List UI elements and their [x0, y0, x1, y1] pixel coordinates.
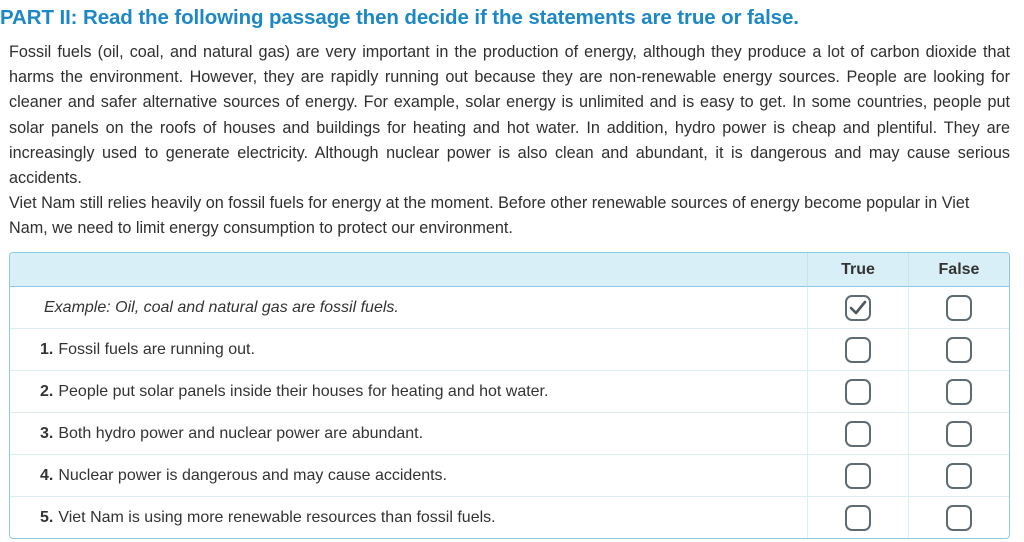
statement-text: Both hydro power and nuclear power are abundant.: [58, 424, 424, 442]
statement-3-true-checkbox[interactable]: [845, 421, 871, 447]
statement-2-false-checkbox[interactable]: [946, 379, 972, 405]
statement-2-true-cell: [808, 371, 909, 413]
statement-3: [10, 413, 808, 455]
example-false-checkbox[interactable]: [946, 295, 972, 321]
statement-1-false-checkbox[interactable]: [946, 337, 972, 363]
statement-1-false-cell: [909, 329, 1009, 371]
statement-4: [10, 455, 808, 497]
true-column-header: True: [808, 253, 909, 287]
statement-3-true-cell: [808, 413, 909, 455]
statement-5-false-checkbox[interactable]: [946, 505, 972, 531]
statement-text: Fossil fuels are running out.: [58, 340, 255, 358]
passage-paragraph-1: Fossil fuels (oil, coal, and natural gas) are very important in the production of energy, although they produce a lot of carbon dioxide that harms the environment. However, they are rapidly running out because they are non-renewable energy sources. People are looking for cleaner and safer alternative sources of energy. For example, solar energy is unlimited and is easy to get. In some countries, people put solar panels on the roofs of houses and buildings for heating and hot water. In addition, hydro power is cheap and plentiful. They are increasingly used to generate electricity. Although nuclear power is also clean and abundant, it is dangerous and may cause serious accidents.: [9, 43, 1010, 188]
statement-text: People put solar panels inside their houses for heating and hot water.: [58, 382, 549, 400]
statement-row-4: [10, 455, 1009, 497]
statement-2-true-checkbox[interactable]: [845, 379, 871, 405]
statement-row-3: [10, 413, 1009, 455]
statement-5: [10, 497, 808, 538]
statement-1-true-cell: [808, 329, 909, 371]
statement-2-false-cell: [909, 371, 1009, 413]
example-false-cell: [909, 287, 1009, 329]
statement-number: 3.: [40, 424, 54, 442]
statement-5-true-checkbox[interactable]: [845, 505, 871, 531]
true-false-table: [9, 252, 1010, 539]
statement-row-5: [10, 497, 1009, 538]
statement-row-2: [10, 371, 1009, 413]
statement-row-1: [10, 329, 1009, 371]
statement-column-header: [10, 253, 808, 287]
statement-5-false-cell: [909, 497, 1009, 538]
statement-3-false-cell: [909, 413, 1009, 455]
checkmark-icon: [849, 300, 867, 316]
false-column-header: False: [909, 253, 1009, 287]
statement-number: 4.: [40, 466, 54, 484]
statement-2: [10, 371, 808, 413]
reading-passage: [9, 40, 1010, 242]
example-row: [10, 287, 1009, 329]
statement-text: Viet Nam is using more renewable resources than fossil fuels.: [58, 508, 496, 526]
statement-number: 5.: [40, 508, 54, 526]
statement-1-true-checkbox[interactable]: [845, 337, 871, 363]
statement-4-true-checkbox[interactable]: [845, 463, 871, 489]
statement-4-false-cell: [909, 455, 1009, 497]
statement-4-false-checkbox[interactable]: [946, 463, 972, 489]
statement-5-true-cell: [808, 497, 909, 538]
statement-4-true-cell: [808, 455, 909, 497]
statement-number: 2.: [40, 382, 54, 400]
table-header-row: [10, 253, 1009, 287]
example-statement: Example: Oil, coal and natural gas are fossil fuels.: [10, 287, 808, 329]
page-title: PART II: Read the following passage then decide if the statements are true or false.: [0, 6, 799, 29]
passage-paragraph-2: Viet Nam still relies heavily on fossil fuels for energy at the moment. Before other renewable sources of energy become popular in Viet Nam, we need to limit energy consumption to protect our environment.: [9, 194, 970, 238]
example-true-checkbox[interactable]: [845, 295, 871, 321]
example-true-cell: [808, 287, 909, 329]
statement-3-false-checkbox[interactable]: [946, 421, 972, 447]
statement-text: Nuclear power is dangerous and may cause accidents.: [58, 466, 447, 484]
statement-1: [10, 329, 808, 371]
statement-number: 1.: [40, 340, 54, 358]
